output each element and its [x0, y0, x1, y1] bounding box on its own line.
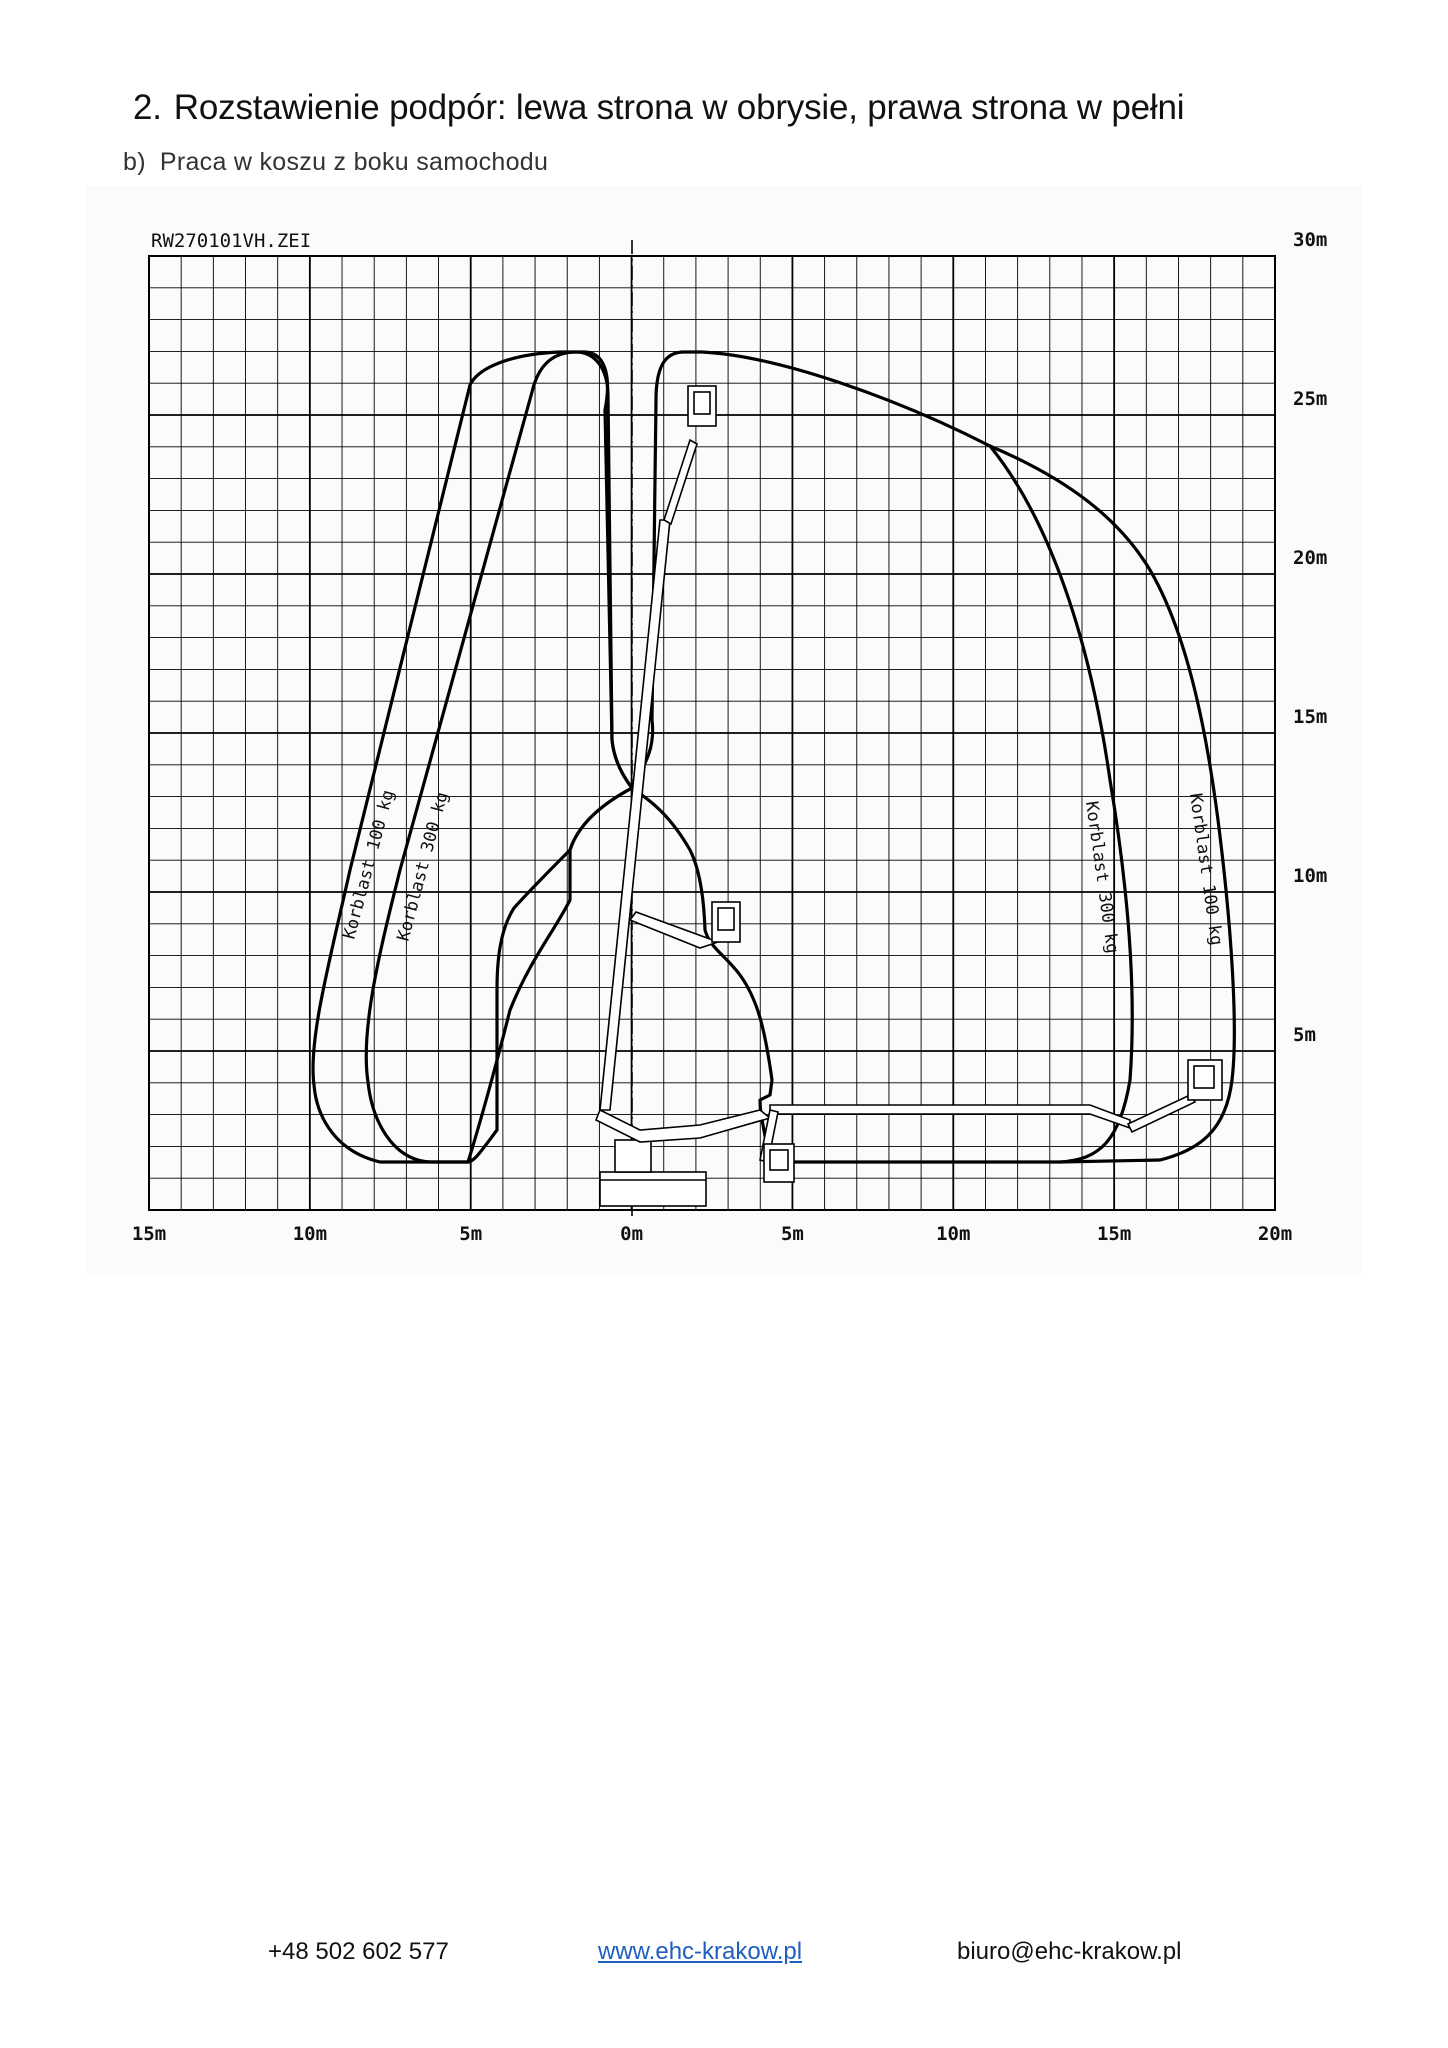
y-tick-label: 10m: [1293, 865, 1328, 887]
label-right-100kg: Korblast 100 kg: [1185, 791, 1227, 947]
diagram-code: RW270101VH.ZEI: [151, 230, 312, 252]
y-tick-label: 15m: [1293, 706, 1328, 728]
footer-phone: +48 502 602 577: [268, 1938, 449, 1965]
x-tick-label: 15m: [1096, 1223, 1132, 1245]
subheading-text: Praca w koszu z boku samochodu: [159, 148, 549, 176]
subheading-letter: b): [123, 148, 146, 176]
x-tick-label: 5m: [459, 1223, 483, 1245]
x-tick-label: 5m: [780, 1223, 804, 1245]
x-tick-label: 10m: [292, 1223, 328, 1245]
label-left-100kg: Korblast 100 kg: [339, 787, 399, 942]
footer-website-link[interactable]: www.ehc-krakow.pl: [598, 1938, 803, 1965]
heading-text: Rozstawienie podpór: lewa strona w obrysie, prawa strona w pełni: [173, 88, 1185, 127]
label-right-300kg: Korblast 300 kg: [1081, 799, 1123, 955]
x-tick-label: 0m: [620, 1223, 644, 1245]
y-tick-label: 5m: [1293, 1024, 1316, 1046]
y-tick-label: 20m: [1293, 547, 1328, 569]
y-tick-label: 30m: [1293, 229, 1328, 251]
footer-email: biuro@ehc-krakow.pl: [957, 1938, 1182, 1965]
x-tick-label: 15m: [131, 1223, 167, 1245]
heading-number: 2.: [133, 88, 162, 127]
x-tick-label: 20m: [1257, 1223, 1293, 1245]
x-tick-label: 10m: [936, 1223, 971, 1245]
turret: [615, 1140, 651, 1172]
label-left-300kg: Korblast 300 kg: [393, 789, 453, 944]
vehicle-body: [600, 1172, 706, 1206]
y-tick-label: 25m: [1293, 388, 1328, 410]
